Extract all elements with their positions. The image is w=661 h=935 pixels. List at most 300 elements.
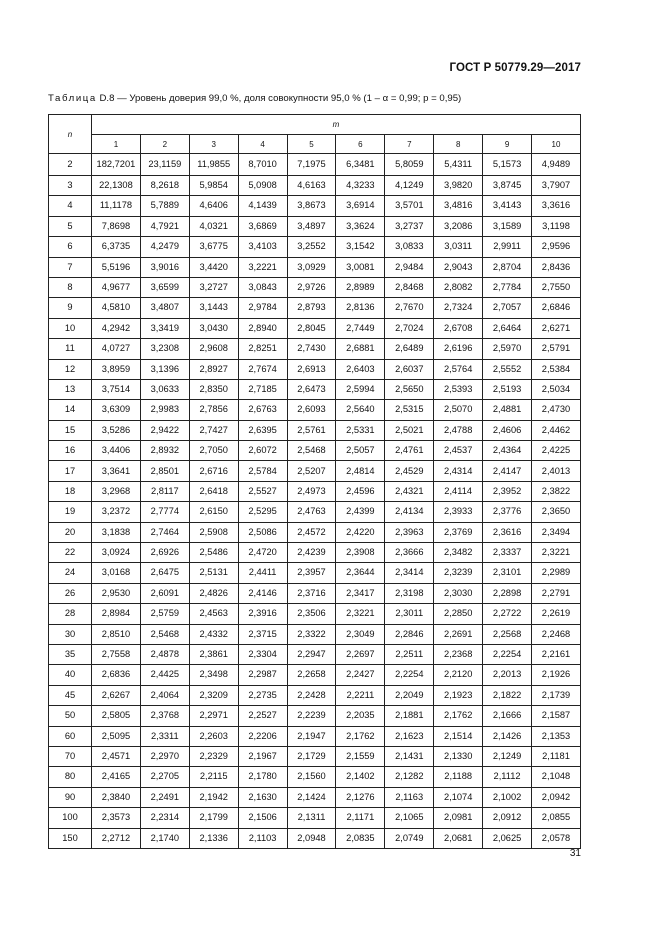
value-cell: 2,5908 [189,522,238,542]
value-cell: 2,1353 [532,726,581,746]
table-row [49,461,581,481]
value-cell: 4,0727 [92,339,141,359]
value-cell: 2,3840 [92,787,141,807]
value-cell: 2,5295 [238,502,287,522]
value-cell: 2,3311 [140,726,189,746]
value-cell: 2,4606 [483,420,532,440]
value-cell: 2,3861 [189,644,238,664]
table-row [49,339,581,359]
value-cell: 2,3304 [238,644,287,664]
value-cell: 4,2479 [140,237,189,257]
value-cell: 2,2239 [287,706,336,726]
value-cell: 2,2568 [483,624,532,644]
value-cell: 2,1311 [287,808,336,828]
value-cell: 2,1336 [189,828,238,848]
value-cell: 2,5994 [336,379,385,399]
column-header: 7 [385,135,434,154]
value-cell: 5,7889 [140,196,189,216]
value-cell: 2,4973 [287,481,336,501]
value-cell: 2,2161 [532,644,581,664]
value-cell: 3,4897 [287,216,336,236]
value-cell: 2,7024 [385,318,434,338]
row-n-cell: 9 [49,298,92,318]
value-cell: 2,5021 [385,420,434,440]
value-cell: 2,2120 [434,665,483,685]
table-row [49,828,581,848]
table-row [49,624,581,644]
value-cell: 2,5095 [92,726,141,746]
value-cell: 2,1587 [532,706,581,726]
value-cell: 3,2737 [385,216,434,236]
value-cell: 8,7010 [238,154,287,176]
value-cell: 2,6072 [238,441,287,461]
value-cell: 2,0835 [336,828,385,848]
value-cell: 2,2329 [189,746,238,766]
value-cell: 2,2206 [238,726,287,746]
value-cell: 2,0681 [434,828,483,848]
value-cell: 2,4411 [238,563,287,583]
row-n-cell: 45 [49,685,92,705]
value-cell: 2,8136 [336,298,385,318]
value-cell: 2,4064 [140,685,189,705]
value-cell: 2,1623 [385,726,434,746]
row-n-cell: 17 [49,461,92,481]
table-row [49,563,581,583]
value-cell: 2,0625 [483,828,532,848]
value-cell: 2,5468 [287,441,336,461]
table-row [49,644,581,664]
value-cell: 2,2705 [140,767,189,787]
value-cell: 2,1630 [238,787,287,807]
value-cell: 2,1762 [434,706,483,726]
value-cell: 2,9530 [92,583,141,603]
value-cell: 2,7324 [434,298,483,318]
table-body [49,154,581,849]
value-cell: 2,1514 [434,726,483,746]
table-row [49,502,581,522]
value-cell: 2,5384 [532,359,581,379]
value-cell: 2,5761 [287,420,336,440]
value-cell: 2,4720 [238,543,287,563]
value-cell: 2,7674 [238,359,287,379]
table-caption-number: D.8 [99,93,115,104]
value-cell: 3,5286 [92,420,141,440]
value-cell: 2,4878 [140,644,189,664]
value-cell: 2,2970 [140,746,189,766]
page-number: 31 [569,848,581,859]
value-cell: 2,3908 [336,543,385,563]
table-row [49,787,581,807]
row-n-cell: 11 [49,339,92,359]
row-n-cell: 14 [49,400,92,420]
value-cell: 2,1666 [483,706,532,726]
value-cell: 2,5759 [140,604,189,624]
value-cell: 2,2603 [189,726,238,746]
value-cell: 2,3209 [189,685,238,705]
value-cell: 2,4730 [532,400,581,420]
value-cell: 3,2727 [189,277,238,297]
value-cell: 2,3822 [532,481,581,501]
value-cell: 2,9784 [238,298,287,318]
value-cell: 2,9983 [140,400,189,420]
row-header-n: n [49,115,92,154]
value-cell: 3,0311 [434,237,483,257]
table-row [49,400,581,420]
table-row [49,481,581,501]
table-row [49,583,581,603]
value-cell: 8,2618 [140,176,189,196]
table-row [49,665,581,685]
value-cell: 2,4761 [385,441,434,461]
value-cell: 2,2658 [287,665,336,685]
value-cell: 2,3417 [336,583,385,603]
value-cell: 2,3715 [238,624,287,644]
value-cell: 2,6489 [385,339,434,359]
value-cell: 2,4239 [287,543,336,563]
value-cell: 2,2527 [238,706,287,726]
table-row [49,685,581,705]
value-cell: 2,3101 [483,563,532,583]
value-cell: 2,8082 [434,277,483,297]
value-cell: 2,8989 [336,277,385,297]
value-cell: 4,3233 [336,176,385,196]
value-cell: 3,9016 [140,257,189,277]
row-n-cell: 70 [49,746,92,766]
value-cell: 2,1426 [483,726,532,746]
value-cell: 7,1975 [287,154,336,176]
value-cell: 2,4462 [532,420,581,440]
table-row [49,318,581,338]
column-header: 2 [140,135,189,154]
table-row [49,604,581,624]
value-cell: 4,9677 [92,277,141,297]
value-cell: 2,8501 [140,461,189,481]
value-cell: 22,1308 [92,176,141,196]
value-cell: 3,0843 [238,277,287,297]
value-cell: 2,8704 [483,257,532,277]
value-cell: 2,3030 [434,583,483,603]
value-cell: 2,5086 [238,522,287,542]
value-cell: 2,2987 [238,665,287,685]
value-cell: 3,3641 [92,461,141,481]
value-cell: 4,0321 [189,216,238,236]
value-cell: 2,8436 [532,257,581,277]
value-cell: 2,3049 [336,624,385,644]
value-cell: 2,8793 [287,298,336,318]
value-cell: 2,3506 [287,604,336,624]
row-n-cell: 30 [49,624,92,644]
value-cell: 4,6406 [189,196,238,216]
value-cell: 2,1431 [385,746,434,766]
value-cell: 6,3481 [336,154,385,176]
column-header: 6 [336,135,385,154]
value-cell: 2,1103 [238,828,287,848]
value-cell: 3,1838 [92,522,141,542]
value-cell: 2,5970 [483,339,532,359]
table-row [49,257,581,277]
value-cell: 2,4225 [532,441,581,461]
value-cell: 2,2491 [140,787,189,807]
value-cell: 2,4826 [189,583,238,603]
value-cell: 2,4146 [238,583,287,603]
value-cell: 5,5196 [92,257,141,277]
value-cell: 4,1249 [385,176,434,196]
table-caption [48,93,618,104]
value-cell: 2,2254 [385,665,434,685]
value-cell: 2,6881 [336,339,385,359]
table-row [49,543,581,563]
value-cell: 2,1559 [336,746,385,766]
value-cell: 2,5193 [483,379,532,399]
value-cell: 2,2013 [483,665,532,685]
value-cell: 2,3952 [483,481,532,501]
value-cell: 2,6473 [287,379,336,399]
value-cell: 2,8350 [189,379,238,399]
table-row [49,379,581,399]
value-cell: 2,6091 [140,583,189,603]
value-cell: 2,1048 [532,767,581,787]
value-cell: 2,6093 [287,400,336,420]
value-cell: 3,8673 [287,196,336,216]
value-cell: 2,1942 [189,787,238,807]
value-cell: 2,2712 [92,828,141,848]
value-cell: 2,1188 [434,767,483,787]
value-cell: 3,9820 [434,176,483,196]
col-group-header-m: m [92,115,581,135]
column-header: 5 [287,135,336,154]
table-row [49,420,581,440]
value-cell: 3,6309 [92,400,141,420]
value-cell: 2,2427 [336,665,385,685]
value-cell: 3,0168 [92,563,141,583]
value-cell: 3,4143 [483,196,532,216]
value-cell: 2,3221 [336,604,385,624]
row-n-cell: 80 [49,767,92,787]
value-cell: 2,4881 [483,400,532,420]
value-cell: 5,0908 [238,176,287,196]
row-n-cell: 150 [49,828,92,848]
row-n-cell: 20 [49,522,92,542]
value-cell: 2,6475 [140,563,189,583]
value-cell: 2,6037 [385,359,434,379]
value-cell: 2,2511 [385,644,434,664]
value-cell: 2,4134 [385,502,434,522]
column-header: 8 [434,135,483,154]
row-n-cell: 18 [49,481,92,501]
tolerance-factor-table [48,114,581,849]
value-cell: 3,1542 [336,237,385,257]
value-cell: 7,8698 [92,216,141,236]
value-cell: 3,2308 [140,339,189,359]
value-cell: 2,1947 [287,726,336,746]
value-cell: 2,7430 [287,339,336,359]
row-n-cell: 26 [49,583,92,603]
value-cell: 2,8510 [92,624,141,644]
value-cell: 3,0833 [385,237,434,257]
value-cell: 2,6271 [532,318,581,338]
value-cell: 2,4165 [92,767,141,787]
table-row [49,767,581,787]
value-cell: 2,5486 [189,543,238,563]
value-cell: 23,1159 [140,154,189,176]
value-cell: 2,2368 [434,644,483,664]
row-n-cell: 13 [49,379,92,399]
value-cell: 2,4321 [385,481,434,501]
value-cell: 2,3957 [287,563,336,583]
value-cell: 2,7057 [483,298,532,318]
value-cell: 2,1276 [336,787,385,807]
value-cell: 2,7185 [238,379,287,399]
value-cell: 2,1282 [385,767,434,787]
value-cell: 2,1881 [385,706,434,726]
table-caption-label: Таблица [48,93,97,104]
value-cell: 2,6267 [92,685,141,705]
value-cell: 2,1402 [336,767,385,787]
value-cell: 2,2314 [140,808,189,828]
value-cell: 2,6418 [189,481,238,501]
value-cell: 5,8059 [385,154,434,176]
value-cell: 3,8959 [92,359,141,379]
value-cell: 2,3933 [434,502,483,522]
value-cell: 2,8251 [238,339,287,359]
value-cell: 182,7201 [92,154,141,176]
value-cell: 2,0981 [434,808,483,828]
value-cell: 2,7050 [189,441,238,461]
value-cell: 3,7907 [532,176,581,196]
value-cell: 2,4814 [336,461,385,481]
value-cell: 2,9911 [483,237,532,257]
value-cell: 2,2211 [336,685,385,705]
value-cell: 2,6708 [434,318,483,338]
value-cell: 3,2552 [287,237,336,257]
value-cell: 2,2254 [483,644,532,664]
value-cell: 2,9043 [434,257,483,277]
value-cell: 2,6403 [336,359,385,379]
table-caption-text: — Уровень доверия 99,0 %, доля совокупности 95,0 % (1 – α = 0,99; p = 0,95) [117,93,462,104]
table-row [49,298,581,318]
value-cell: 3,4420 [189,257,238,277]
value-cell: 2,3963 [385,522,434,542]
value-cell: 2,1967 [238,746,287,766]
value-cell: 2,0578 [532,828,581,848]
value-cell: 2,3498 [189,665,238,685]
value-cell: 3,0924 [92,543,141,563]
value-cell: 2,7449 [336,318,385,338]
row-n-cell: 19 [49,502,92,522]
value-cell: 2,5034 [532,379,581,399]
value-cell: 3,4816 [434,196,483,216]
row-n-cell: 3 [49,176,92,196]
value-cell: 2,3221 [532,543,581,563]
value-cell: 3,4406 [92,441,141,461]
value-cell: 2,3616 [483,522,532,542]
value-cell: 5,9854 [189,176,238,196]
value-cell: 2,4314 [434,461,483,481]
value-cell: 2,9608 [189,339,238,359]
value-cell: 2,4537 [434,441,483,461]
value-cell: 3,3616 [532,196,581,216]
value-cell: 2,4529 [385,461,434,481]
value-cell: 4,9489 [532,154,581,176]
row-n-cell: 60 [49,726,92,746]
value-cell: 2,2691 [434,624,483,644]
row-n-cell: 2 [49,154,92,176]
value-cell: 2,4220 [336,522,385,542]
value-cell: 2,8927 [189,359,238,379]
column-header: 1 [92,135,141,154]
value-cell: 2,2722 [483,604,532,624]
value-cell: 2,5468 [140,624,189,644]
value-cell: 2,5650 [385,379,434,399]
value-cell: 2,0855 [532,808,581,828]
value-cell: 2,1424 [287,787,336,807]
value-cell: 3,1589 [483,216,532,236]
column-header: 9 [483,135,532,154]
value-cell: 2,8468 [385,277,434,297]
table-row [49,359,581,379]
row-n-cell: 40 [49,665,92,685]
value-cell: 2,3011 [385,604,434,624]
value-cell: 4,7921 [140,216,189,236]
value-cell: 2,3768 [140,706,189,726]
row-n-cell: 7 [49,257,92,277]
value-cell: 2,7464 [140,522,189,542]
value-cell: 2,1330 [434,746,483,766]
value-cell: 2,7550 [532,277,581,297]
table-row [49,726,581,746]
value-cell: 2,4763 [287,502,336,522]
value-cell: 2,5057 [336,441,385,461]
value-cell: 3,4807 [140,298,189,318]
value-cell: 2,2468 [532,624,581,644]
value-cell: 2,2791 [532,583,581,603]
value-cell: 3,0633 [140,379,189,399]
value-cell: 2,2049 [385,685,434,705]
value-cell: 2,3650 [532,502,581,522]
value-cell: 2,6836 [92,665,141,685]
value-cell: 2,1171 [336,808,385,828]
value-cell: 2,5207 [287,461,336,481]
table-row [49,746,581,766]
value-cell: 2,4563 [189,604,238,624]
value-cell: 2,0912 [483,808,532,828]
value-cell: 2,4114 [434,481,483,501]
value-cell: 2,3769 [434,522,483,542]
row-n-cell: 8 [49,277,92,297]
value-cell: 2,1506 [238,808,287,828]
value-cell: 3,3624 [336,216,385,236]
value-cell: 2,2989 [532,563,581,583]
value-cell: 2,3198 [385,583,434,603]
value-cell: 2,2850 [434,604,483,624]
value-cell: 2,6196 [434,339,483,359]
value-cell: 2,4572 [287,522,336,542]
value-cell: 2,5640 [336,400,385,420]
value-cell: 3,4103 [238,237,287,257]
value-cell: 3,2968 [92,481,141,501]
value-cell: 2,9596 [532,237,581,257]
value-cell: 2,1074 [434,787,483,807]
value-cell: 2,3482 [434,543,483,563]
value-cell: 5,4311 [434,154,483,176]
value-cell: 2,5315 [385,400,434,420]
value-cell: 2,1065 [385,808,434,828]
value-cell: 2,4571 [92,746,141,766]
value-cell: 2,0942 [532,787,581,807]
value-cell: 2,1249 [483,746,532,766]
value-cell: 2,3776 [483,502,532,522]
value-cell: 3,0081 [336,257,385,277]
